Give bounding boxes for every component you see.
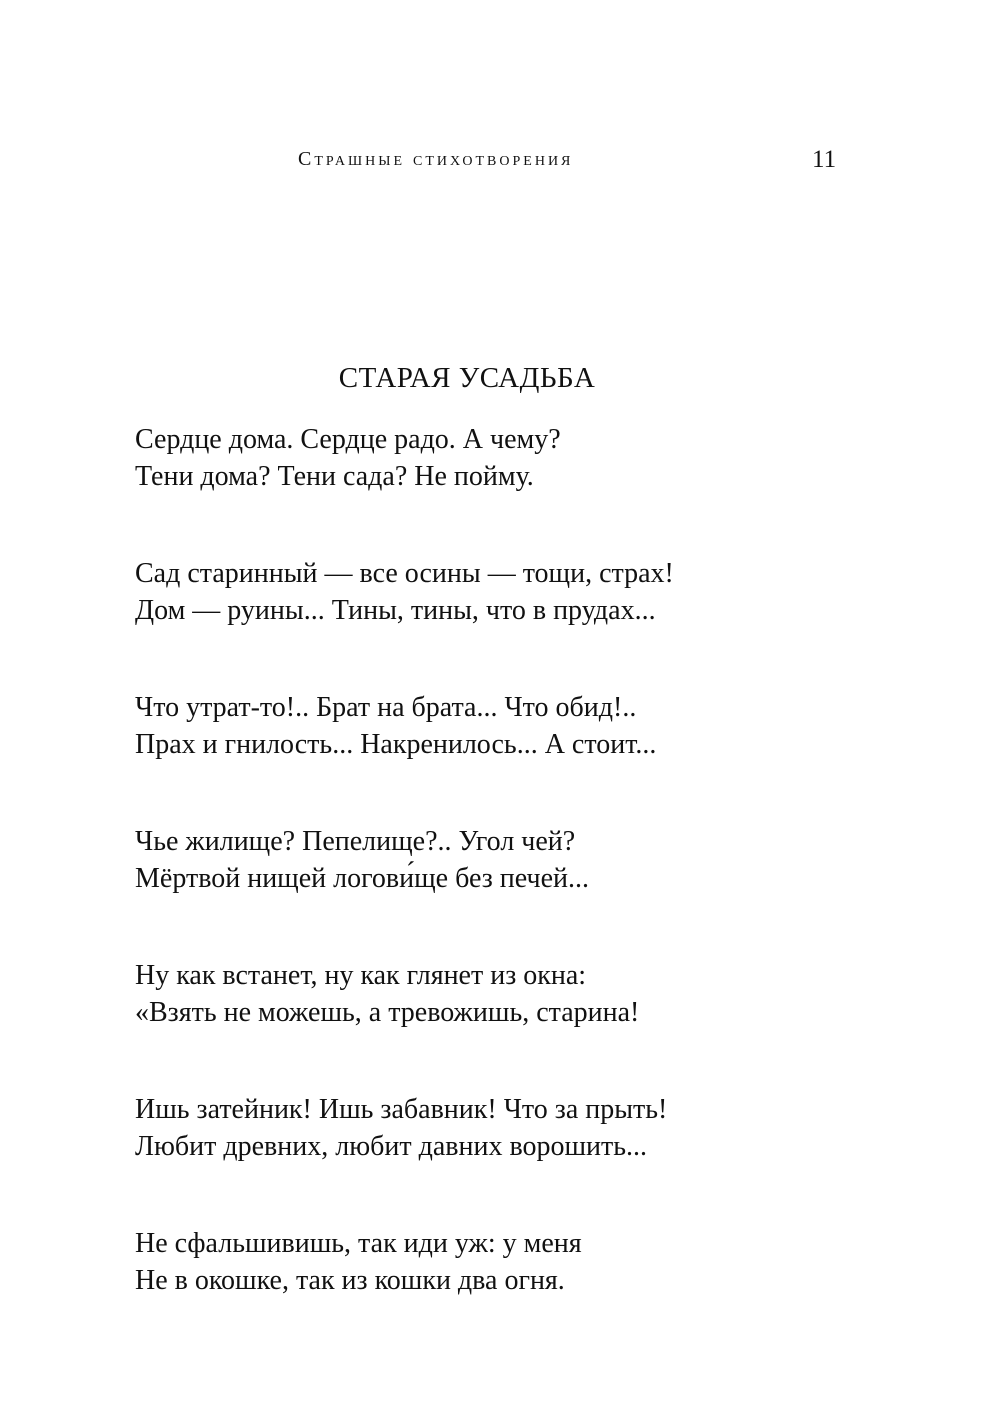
stanza-6: [135, 1091, 895, 1165]
poem-line: Не в окошке, так из кошки два огня.: [135, 1265, 565, 1296]
poem-line: Ишь затейник! Ишь забавник! Что за прыть!: [135, 1094, 668, 1125]
stanza-5: [135, 957, 895, 1031]
poem-line: Любит древних, любит давних ворошить...: [135, 1131, 648, 1162]
poem-title: СТАРАЯ УСАДЬБА: [338, 362, 596, 394]
stanza-7: [135, 1225, 895, 1299]
page-number: 11: [812, 146, 837, 173]
stanza-1: [135, 421, 895, 495]
poem-line: Что утрат-то!.. Брат на брата... Что обид!..: [135, 692, 637, 723]
poem-line: Сердце дома. Сердце радо. А чему?: [135, 424, 561, 455]
stanza-4: [135, 823, 895, 897]
poem-body: [135, 421, 895, 1359]
poem-line: Ну как встанет, ну как глянет из окна:: [135, 960, 587, 991]
poem-line: Дом — руины... Тины, тины, что в прудах...: [135, 595, 656, 626]
poem-line: Тени дома? Тени сада? Не пойму.: [135, 461, 534, 492]
running-head-title: Страшные стихотворения: [298, 148, 574, 170]
poem-line: Не сфальшивишь, так иди уж: у меня: [135, 1228, 582, 1259]
stanza-3: [135, 689, 895, 763]
poem-line: Мёртвой нищей логови́ще без печей...: [135, 863, 590, 894]
poem-line: Чье жилище? Пепелище?.. Угол чей?: [135, 826, 576, 857]
poem-line: Сад старинный — все осины — тощи, страх!: [135, 558, 674, 589]
poem-line: «Взять не можешь, а тревожишь, старина!: [135, 997, 640, 1028]
poem-line: Прах и гнилость... Накренилось... А стоит...: [135, 729, 657, 760]
stanza-2: [135, 555, 895, 629]
